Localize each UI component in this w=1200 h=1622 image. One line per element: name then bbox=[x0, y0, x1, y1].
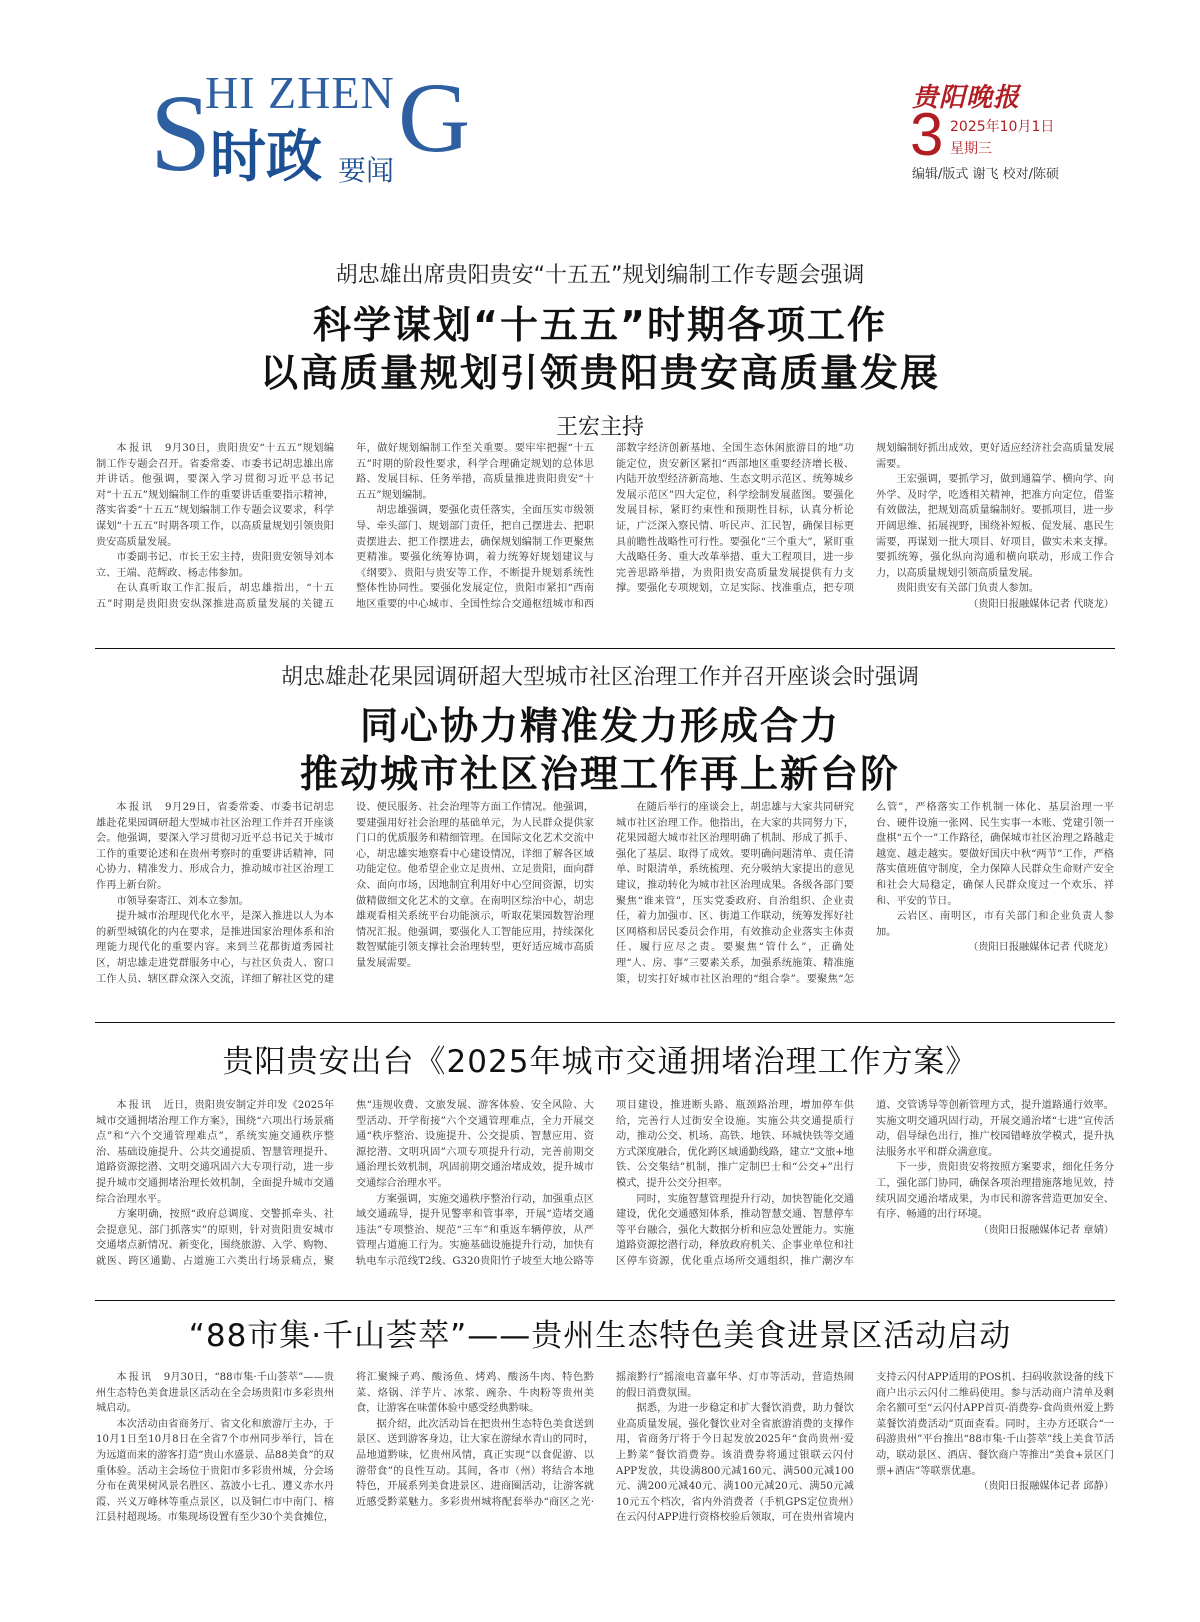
article4-para: 本报讯 9月30日，“88市集·千山荟萃”——贵州生态特色美食进景区活动在全会场贵阳市多彩贵州城启动。 bbox=[96, 1372, 335, 1415]
issue-weekday: 星期三 bbox=[950, 141, 992, 157]
article1-kicker: 胡忠雄出席贵阳贵安“十五五”规划编制工作专题会强调 bbox=[335, 263, 865, 288]
article2-credit: （贵阳日报融媒体记者 代晓龙） bbox=[968, 942, 1114, 954]
article1-byline: 王宏主持 bbox=[555, 415, 644, 440]
article2-para: 云岩区、南明区，市有关部门和企业负责人参加。 bbox=[876, 911, 1114, 938]
article2-body bbox=[96, 800, 1114, 1005]
article3-credit: （贵阳日报融媒体记者 章婧） bbox=[978, 1224, 1114, 1236]
article2-para: 提升城市治理现代化水平，是深入推进以人为本的新型城镇化的内在要求，是推进国家治理体系和治理能力现代化的重要内容。来到兰花都街道秀园社区，胡忠雄走进党群服务中心，与社区负责人、窗口工作人员、辖区群众深入交流，详细了解社区党的建设、便民服务、社会治理等方面工作情况。他强调，要建强用好社会治理的基础单元，为人民群众提供家门口的优质服务和精细管理。在国际文化艺术交流中心，胡忠雄实地察看中心建设情况，详细了解各区域功能定位。他希望企业立足贵州、立足贵阳，面向群众、面向市场，因地制宜利用好中心空间资源，切实做精做细文化艺术的文章。在南明区综治中心，胡忠雄观看相关系统平台功能演示，听取花果园数智治理情况汇报。他强调，要强化人工智能应用，持续深化数智赋能引领支撑社会治理转型，更好适应城市高质量发展需要。 bbox=[96, 802, 594, 985]
section-divider bbox=[95, 1300, 1115, 1301]
article1-title-line1: 科学谋划“十五五”时期各项工作 bbox=[313, 303, 887, 347]
article3-para: 方案强调，实施交通秩序整治行动，加强重点区域交通疏导，提升见警率和管事率，开展“造堵交通违法”专项整治、规范“三车”和重返车辆停放，从严管理占道施工行为。实施基础设施提升行动，加快有轨电车示范线T2线、G320贵阳竹子坡至大地公路等项目建设，推进断头路、瓶颈路治理，增加停车供给，完善行人过街安全设施。实施公共交通提质行动，推动公交、机场、高铁、地铁、环城快铁等交通方式深度融合，优化跨区域通勤线路，建立“文旅+地铁、公交集结”机制，推广定制巴士和“公交+”出行模式，提升公交分担率。 bbox=[356, 1100, 854, 1267]
section-title: 时政 bbox=[210, 125, 322, 190]
article1-para: 在认真听取工作汇报后，胡忠雄指出，“十五五”时期是贵阳贵安纵深推进高质量发展的关键五年，做好规划编制工作至关重要。要牢牢把握“十五五”时期的阶段性要求，科学合理确定规划的总体思路、发展目标、任务举措，高质量推进贵阳贵安“十五五”规划编制。 bbox=[96, 443, 594, 610]
article2-tag: 本报讯 bbox=[116, 802, 155, 813]
article3-para: 本报讯 近日，贵阳贵安制定并印发《2025年城市交通拥堵治理工作方案》，围绕“六项出行场景痛点”和“六个交通管理难点”，系统实施交通秩序整治、基础设施提升、公共交通提质、智慧管理提升、道路资源挖潜、文明交通巩固六大专项行动，进一步提升城市交通拥堵治理长效机制，全面提升城市交通综合治理水平。 bbox=[96, 1100, 335, 1205]
subsection-title: 要闻 bbox=[338, 154, 395, 187]
article4-title: “88市集·千山荟萃”——贵州生态特色美食进景区活动启动 bbox=[188, 1318, 1012, 1354]
article1-para: 胡忠雄强调，要强化责任落实，全面压实市级领导、牵头部门、规划部门责任，把自己摆进去、把职责摆进去、把工作摆进去，确保规划编制工作更聚焦更精准。要强化统筹协调，着力统筹好规划建议与《纲要》、贵阳与贵安等工作，不断提升规划系统性整体性协同性。要强化发展定位，贵阳市紧扣“西南地区重要的中心城市、全国性综合交通枢纽城市和西部数字经济创新基地、全国生态休闲旅游目的地”功能定位，贵安新区紧扣“西部地区重要经济增长极、内陆开放型经济新高地、生态文明示范区、统筹城乡发展示范区”四大定位，科学绘制发展蓝图。要强化发展目标，紧盯约束性和预期性目标，认真分析论证，广泛深入察民情、听民声、汇民智，确保目标更具前瞻性战略性可行性。要强化“三个重大”，紧盯重大战略任务、重大改革举措、重大工程项目，进一步完善思路举措，为贵阳贵安高质量发展提供有力支撑。要强化专项规划，立足实际、找准重点，把专项规划编制好抓出成效，更好适应经济社会高质量发展需要。 bbox=[356, 443, 1114, 610]
article2-para: 本报讯 9月29日，省委常委、市委书记胡忠雄赴花果园调研超大型城市社区治理工作并召开座谈会。他强调，要深入学习贯彻习近平总书记关于城市工作的重要论述和在贵州考察时的重要讲话精神，同心协力、精准发力、形成合力，推动城市社区治理工作再上新台阶。 bbox=[96, 802, 335, 891]
article3-para: 下一步，贵阳贵安将按照方案要求，细化任务分工，强化部门协同，确保各项治理措施落地见效，持续巩固交通治堵成果，为市民和游客营造更加安全、有序、畅通的出行环境。 bbox=[876, 1162, 1114, 1221]
issue-date: 2025年10月1日 bbox=[950, 119, 1055, 135]
article4-tag: 本报讯 bbox=[116, 1372, 154, 1383]
article2-title-line1: 同心协力精准发力形成合力 bbox=[359, 704, 840, 748]
section-divider bbox=[95, 648, 1115, 649]
masthead-letter-s: S bbox=[150, 72, 212, 194]
article1-body bbox=[96, 441, 1114, 631]
article2-para: 市领导秦寄江、刘本立参加。 bbox=[116, 895, 249, 907]
article4-body bbox=[96, 1370, 1114, 1602]
article4-para: 本次活动由省商务厅、省文化和旅游厅主办，于10月1日至10月8日在全省7个市州同步举行，旨在为远道而来的游客打造“贵山水盛景、品88美食”的双重体验。活动主会场位于贵阳市多彩贵州城，分会场分布在黄果树风景名胜区、荔波小七孔、遵义赤水丹霞、兴义万峰林等重点景区，以及铜仁市中南门、榕江县村超现场。市集现场设置有至少30个美食摊位，将汇聚辣子鸡、酸汤鱼、烤鸡、酸汤牛肉、特色黔菜、烙锅、洋芋片、冰浆、豌杂、牛肉粉等贵州美食，让游客在味蕾体验中感受经典黔味。 bbox=[96, 1372, 594, 1524]
page-number: 3 bbox=[910, 101, 944, 168]
article1-para: 本报讯 9月30日，贵阳贵安“十五五”规划编制工作专题会召开。省委常委、市委书记胡忠雄出席并讲话。他强调，要深入学习贯彻习近平总书记对“十五五”规划编制工作的重要讲话重要指示精神，落实省委“十五五”规划编制工作专题会议要求，科学谋划“十五五”时期各项工作，以高质量规划引领贵阳贵安高质量发展。 bbox=[96, 443, 335, 548]
article4-para: 据悉，为进一步稳定和扩大餐饮消费，助力餐饮业高质量发展，强化餐饮业对全省旅游消费的支撑作用，省商务厅将于今日起发放2025年“食尚贵州·爱上黔菜”餐饮消费券。该消费券将通过银联云闪付APP发放，共设满800元减160元、满500元减100元、满200元减40元、满100元减20元、满50元减10元五个档次，省内外消费者（手机GPS定位贵州）在云闪付APP进行资格校验后领取，可在贵州省境内支持云闪付APP适用的POS机、扫码收款设备的线下商户出示云闪付二维码使用。参与活动商户清单及剩余名额可至“云闪付APP首页-消费券-食尚贵州爱上黔菜餐饮消费活动”页面查看。同时，主办方还联合“一码游贵州”平台推出“88市集·千山荟萃”线上美食节活动，联动景区、酒店、餐饮商户等推出“美食+景区门票+酒店”等联票优惠。 bbox=[616, 1372, 1114, 1524]
article3-title: 贵阳贵安出台《2025年城市交通拥堵治理工作方案》 bbox=[222, 1044, 978, 1080]
article1-title-line2: 以高质量规划引领贵阳贵安高质量发展 bbox=[259, 350, 940, 395]
article1-para: 贵阳贵安有关部门负责人参加。 bbox=[896, 583, 1040, 595]
editor-credits: 编辑/版式 谢飞 校对/陈硕 bbox=[912, 167, 1060, 182]
article3-body bbox=[96, 1098, 1114, 1288]
article1-title bbox=[0, 302, 1200, 397]
article1-tag: 本报讯 bbox=[116, 443, 155, 454]
article2-para: 在随后举行的座谈会上，胡忠雄与大家共同研究城市社区治理工作。他指出，在大家的共同努力下，花果园超大城市社区治理明确了机制、形成了抓手、强化了基层、取得了成效。要明确问题清单、责任清单、时限清单，系统梳理、充分吸纳大家提出的意见建议，推动转化为城市社区治理成果。各级各部门要聚焦“谁来管”，压实党委政府、自治组织、企业责任，着力加强市、区、街道工作联动，统筹发挥好社区网格和居民委员会作用，有效推动企业落实主体责任、履行应尽之责。要聚焦“管什么”，正确处理“人、房、事”三要素关系，加强系统施策、精准施策，切实打好城市社区治理的“组合拳”。要聚焦“怎么管”，严格落实工作机制一体化、基层治理一平台、硬件设施一张网、民生实事一本账、党建引领一盘棋“五个一”工作路径，确保城市社区治理之路越走越宽、越走越实。要做好国庆中秋“两节”工作，严格落实值班值守制度，全力保障人民群众生命财产安全和社会大局稳定，确保人民群众度过一个欢乐、祥和、平安的节日。 bbox=[616, 802, 1114, 985]
article2-kicker: 胡忠雄赴花果园调研超大型城市社区治理工作并召开座谈会时强调 bbox=[280, 665, 919, 690]
section-divider bbox=[95, 1022, 1115, 1023]
article2-title-line2: 推动城市社区治理工作再上新台阶 bbox=[299, 751, 900, 796]
masthead-letter-g: G bbox=[398, 62, 471, 173]
article1-para: 王宏强调，要抓学习，做到通篇学、横向学、向外学、及时学，吃透相关精神，把准方向定位，借鉴有效做法，把规划高质量编制好。要抓项目，进一步开阔思维、拓展视野，围绕补短板、促发展、惠民生需要，再谋划一批大项目、好项目，做实未来支撑。要抓统筹，强化纵向沟通和横向联动，形成工作合力，以高质量规划引领高质量发展。 bbox=[876, 474, 1114, 579]
newspaper-logo: 贵阳晚报 bbox=[912, 83, 1021, 113]
article3-tag: 本报讯 bbox=[116, 1100, 154, 1111]
article4-para: 据介绍，此次活动旨在把贵州生态特色美食送到景区、送到游客身边，让大家在游绿水青山的同时，品地道黔味，忆贵州风情，真正实现“以食促游、以游带食”的良性互动。其间，各市（州）将结合本地特色，开展系列美食进景区、进商圈活动，让游客就近感受黔菜魅力。多彩贵州城将配套举办“商区之光·摇滚黔行”摇滚电音嘉年华、灯市等活动，营造热闹的假日消费氛围。 bbox=[356, 1372, 854, 1508]
article2-title bbox=[0, 703, 1200, 798]
masthead-latin: HI ZHEN bbox=[205, 67, 395, 118]
article1-para: 市委副书记、市长王宏主持，贵阳贵安领导刘本立、王端、范辉政、杨志伟参加。 bbox=[96, 552, 334, 579]
article3-para: 同时，实施智慧管理提升行动，加快智能化交通建设，优化交通感知体系，推动智慧交通、智慧停车等平台融合，强化大数据分析和应急处置能力。实施道路资源挖潜行动，释放政府机关、企事业单位和社区停车资源，优化重点场所交通组织，推广潮汐车道、交管诱导等创新管理方式，提升道路通行效率。实施文明交通巩固行动，开展交通治堵“七进”宣传活动，倡导绿色出行，推广校园错峰放学模式，提升执法服务水平和群众满意度。 bbox=[616, 1100, 1114, 1267]
article3-para: 方案明确，按照“政府总调度、交警抓牵头、社会提意见、部门抓落实”的原则，针对贵阳贵安城市交通堵点新情况、新变化，围绕旅游、入学、购物、就医、跨区通勤、占道施工六类出行场景痛点，聚焦“违规收费、文旅发展、游客体验、安全风险、大型活动、开学衔接”六个交通管理难点，全力开展交通“秩序整治、设施提升、公交提质、智慧应用、资源挖潜、文明巩固”六项专项提升行动，完善前期交通治理长效机制，巩固前期交通治堵成效，提升城市交通综合治理水平。 bbox=[96, 1100, 594, 1267]
article4-credit: （贵阳日报融媒体记者 邱静） bbox=[978, 1481, 1114, 1493]
article1-credit: （贵阳日报融媒体记者 代晓龙） bbox=[968, 598, 1114, 610]
